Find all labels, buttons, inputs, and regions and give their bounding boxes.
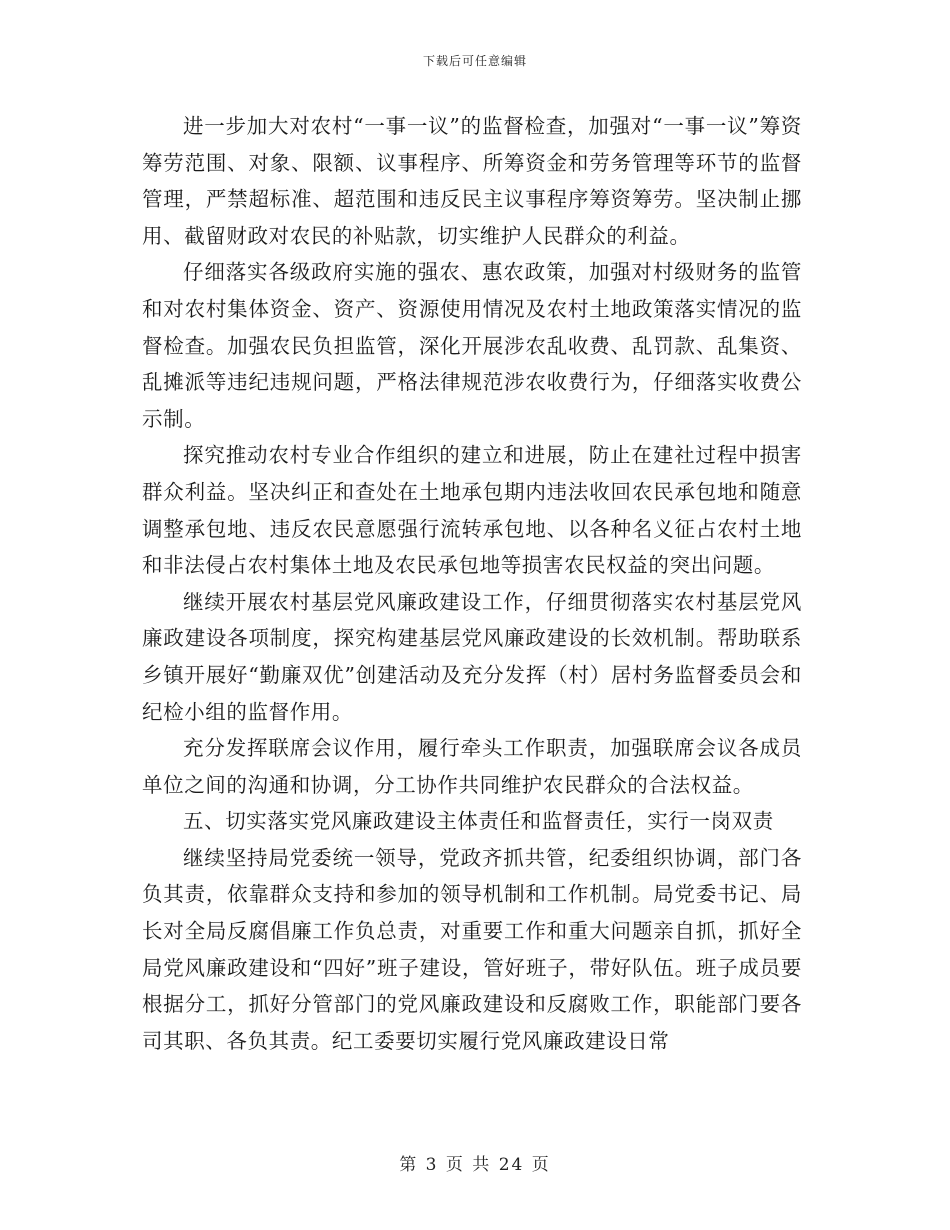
paragraph-5: 充分发挥联席会议作用，履行牵头工作职责，加强联席会议各成员单位之间的沟通和协调，分工协作共同维护农民群众的合法权益。 [142, 736, 802, 797]
paragraph-6: 继续坚持局党委统一领导，党政齐抓共管，纪委组织协调，部门各负其责，依靠群众支持和参加的领导机制和工作机制。局党委书记、局长对全局反腐倡廉工作负总责，对重要工作和重大问题亲自抓，抓好全局党风廉政建设和“四好”班子建设，管好班子，带好队伍。班子成员要根据分工，抓好分管部门的党风廉政建设和反腐败工作，职能部门要各司其职、各负其责。纪工委要切实履行党风廉政建设日常 [142, 845, 802, 1053]
document-body [142, 108, 802, 1059]
page-number-footer: 第 3 页 共 24 页 [399, 1155, 551, 1175]
paragraph-3: 探究推动农村专业合作组织的建立和进展，防止在建社过程中损害群众利益。坚决纠正和查处在土地承包期内违法收回农民承包地和随意调整承包地、违反农民意愿强行流转承包地、以各种名义征占农村土地和非法侵占农村集体土地及农民承包地等损害农民权益的突出问题。 [142, 443, 802, 578]
page-header: 下载后可任意编辑 [422, 54, 527, 68]
paragraph-1: 进一步加大对农村“一事一议”的监督检查，加强对“一事一议”筹资筹劳范围、对象、限额、议事程序、所筹资金和劳务管理等环节的监督管理，严禁超标准、超范围和违反民主议事程序筹资筹劳。坚决制止挪用、截留财政对农民的补贴款，切实维护人民群众的利益。 [142, 114, 802, 248]
section-heading-5: 五、切实落实党风廉政建设主体责任和监督责任，实行一岗双责 [183, 809, 774, 834]
paragraph-4: 继续开展农村基层党风廉政建设工作，仔细贯彻落实农村基层党风廉政建设各项制度，探究构建基层党风廉政建设的长效机制。帮助联系乡镇开展好“勤廉双优”创建活动及充分发挥（村）居村务监督委员会和纪检小组的监督作用。 [142, 589, 802, 724]
paragraph-2: 仔细落实各级政府实施的强农、惠农政策，加强对村级财务的监管和对农村集体资金、资产、资源使用情况及农村土地政策落实情况的监督检查。加强农民负担监管，深化开展涉农乱收费、乱罚款、乱集资、乱摊派等违纪违规问题，严格法律规范涉农收费行为，仔细落实收费公示制。 [142, 260, 802, 431]
